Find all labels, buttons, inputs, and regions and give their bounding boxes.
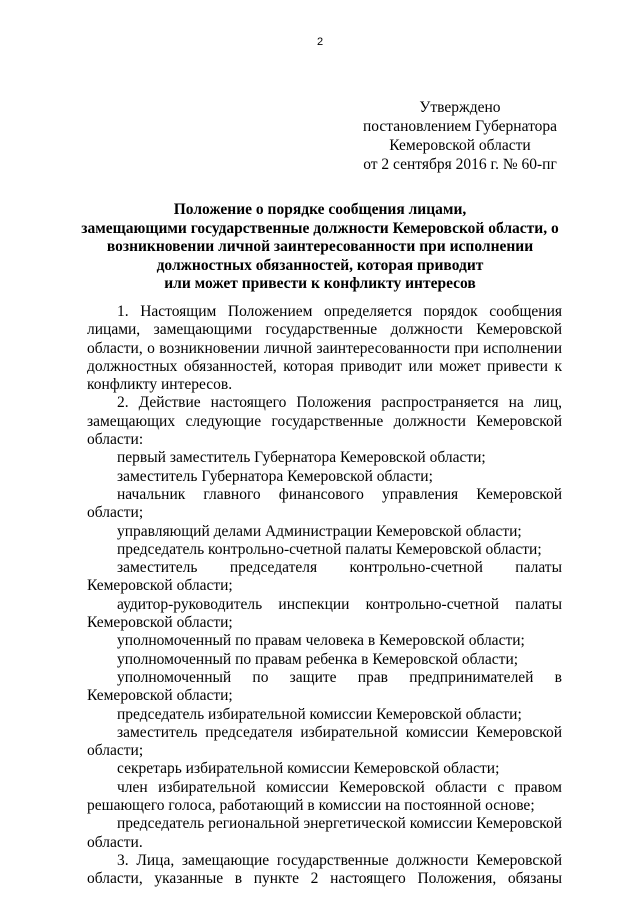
list-item: заместитель Губернатора Кемеровской области; <box>117 467 433 485</box>
document-body <box>87 303 562 889</box>
paragraph-2: 2. Действие настоящего Положения распространяется на лиц, замещающих следующие государственные должности Кемеровской области: <box>87 394 562 449</box>
list-item: председатель избирательной комиссии Кемеровской области; <box>117 705 522 723</box>
title-line: возникновении личной заинтересованности при исполнении <box>106 238 534 255</box>
approval-line: Утверждено <box>419 99 501 116</box>
approval-stamp <box>340 98 580 174</box>
list-item: заместитель председателя контрольно-счетной палаты Кемеровской области; <box>87 559 562 595</box>
list-item: начальник главного финансового управления Кемеровской области; <box>87 485 562 522</box>
title-line: должностных обязанностей, которая приводит <box>156 256 484 274</box>
page-number: 2 <box>316 36 324 48</box>
list-item: секретарь избирательной комиссии Кемеровской области; <box>117 760 500 778</box>
list-item: председатель контрольно-счетной палаты Кемеровской области; <box>117 540 542 558</box>
approval-line: Кемеровской области <box>389 137 531 154</box>
list-item: заместитель председателя избирательной комиссии Кемеровской области; <box>87 723 562 760</box>
list-item: уполномоченный по правам ребенка в Кемеровской области; <box>117 650 519 668</box>
paragraph-3: 3. Лица, замещающие государственные должности Кемеровской области, указанные в пункте 2 настоящего Положения, обязаны <box>87 851 562 888</box>
list-item: уполномоченный по правам человека в Кемеровской области; <box>117 632 525 650</box>
approval-line: от 2 сентября 2016 г. № 60-пг <box>363 156 557 173</box>
list-item: член избирательной комиссии Кемеровской области с правом решающего голоса, работающий в комиссии на постоянной основе; <box>87 778 562 815</box>
paragraph-1: 1. Настоящим Положением определяется порядок сообщения лицами, замещающими государственные должности Кемеровской области, о возникновении личной заинтересованности при исполнении должностных обязанностей, которая приводит или может привести к конфликту интересов. <box>87 303 562 394</box>
title-line: Положение о порядке сообщения лицами, <box>173 201 467 218</box>
title-line: замещающими государственные должности Кемеровской области, о <box>81 219 559 237</box>
list-item: управляющий делами Администрации Кемеровской области; <box>117 522 522 540</box>
list-item: аудитор-руководитель инспекции контрольно-счетной палаты Кемеровской области; <box>87 595 562 632</box>
list-item: первый заместитель Губернатора Кемеровской области; <box>117 449 486 467</box>
list-item: уполномоченный по защите прав предпринимателей в Кемеровской области; <box>87 668 562 705</box>
approval-line: постановлением Губернатора <box>362 118 558 135</box>
list-item: председатель региональной энергетической комиссии Кемеровской области. <box>87 815 562 851</box>
document-title <box>80 201 560 294</box>
title-line: или может привести к конфликту интересов <box>164 275 476 292</box>
